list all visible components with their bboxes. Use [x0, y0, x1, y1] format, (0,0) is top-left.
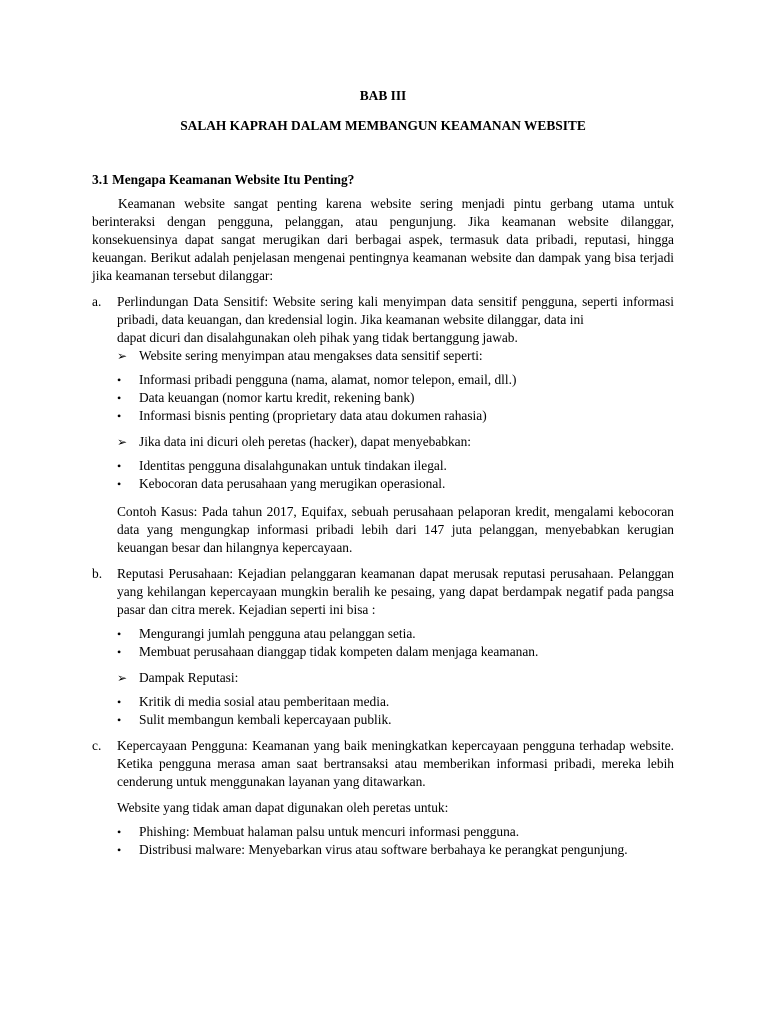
section-title: 3.1 Mengapa Keamanan Website Itu Penting? [92, 172, 355, 187]
arrow-icon: ➢ [117, 671, 128, 685]
bullet-icon: • [117, 459, 122, 473]
chapter-title: SALAH KAPRAH DALAM MEMBANGUN KEAMANAN WEBSITE [180, 118, 586, 133]
arrow-item-text: Dampak Reputasi: [139, 670, 239, 685]
bullet-icon: • [117, 843, 122, 857]
list-item: • Kritik di media sosial atau pemberitaan media. [117, 694, 390, 709]
arrow-item-text: Jika data ini dicuri oleh peretas (hacker), dapat menyebabkan: [139, 434, 472, 449]
item-a-text-continued: dapat dicuri dan disalahgunakan oleh pihak yang tidak bertanggung jawab. [117, 330, 518, 345]
arrow-item [117, 669, 674, 687]
bullet-icon: • [117, 477, 122, 491]
bullet-icon: • [117, 391, 122, 405]
item-a-text: Perlindungan Data Sensitif: Website sering kali menyimpan data sensitif pengguna, seperti informasi pribadi, data keuangan, dan kredensial login. Jika keamanan website dilanggar, data ini [117, 294, 674, 327]
list-marker: c. [92, 738, 102, 753]
bullet-list [117, 457, 674, 493]
arrow-icon: ➢ [117, 349, 128, 363]
chapter-heading: BAB III [359, 88, 407, 103]
case-example-paragraph: Contoh Kasus: Pada tahun 2017, Equifax, sebuah perusahaan pelaporan kredit, mengalami kebocoran data yang mengungkap informasi pribadi lebih dari 147 juta pelanggan, menyebabkan kerugian keuangan besar dan hilangnya kepercayaan. [117, 504, 674, 555]
bullet-icon: • [117, 373, 122, 387]
list-item: • Informasi bisnis penting (proprietary data atau dokumen rahasia) [117, 408, 487, 423]
item-b-text: Reputasi Perusahaan: Kejadian pelanggaran keamanan dapat merusak reputasi perusahaan. Pelanggan yang kehilangan kepercayaan mungkin beralih ke pesaing, yang dapat berdampak negatif pada pangsa pasar dan citra merek. Kejadian seperti ini bisa : [117, 566, 674, 617]
bullet-icon: • [117, 825, 122, 839]
list-item-a [92, 293, 674, 557]
list-item-b [92, 565, 674, 729]
list-item: • Identitas pengguna disalahgunakan untuk tindakan ilegal. [117, 458, 447, 473]
bullet-icon: • [117, 695, 122, 709]
bullet-list [117, 693, 674, 729]
arrow-item-text: Website sering menyimpan atau mengakses data sensitif seperti: [139, 348, 483, 363]
arrow-icon: ➢ [117, 435, 128, 449]
bullet-icon: • [117, 627, 122, 641]
list-item: • Sulit membangun kembali kepercayaan publik. [117, 712, 392, 727]
intro-paragraph: Keamanan website sangat penting karena website sering menjadi pintu gerbang utama untuk berinteraksi dengan pengguna, pelanggan, atau pengunjung. Jika keamanan website dilanggar, konsekuensinya dapat sangat merugikan dari berbagai aspek, termasuk data pribadi, reputasi, hingga keuangan. Berikut adalah penjelasan mengenai pentingnya keamanan website dan dampak yang bisa terjadi jika keamanan tersebut dilanggar: [92, 196, 674, 283]
list-marker: a. [92, 294, 102, 309]
list-item: • Phishing: Membuat halaman palsu untuk mencuri informasi pengguna. [117, 824, 520, 839]
bullet-icon: • [117, 409, 122, 423]
bullet-icon: • [117, 713, 122, 727]
bullet-list [117, 371, 674, 425]
arrow-item [117, 433, 674, 451]
list-item: • Informasi pribadi pengguna (nama, alamat, nomor telepon, email, dll.) [117, 372, 517, 387]
item-c-text: Kepercayaan Pengguna: Keamanan yang baik meningkatkan kepercayaan pengguna terhadap website. Ketika pengguna merasa aman saat bertransaksi atau memberikan informasi pribadi, mereka lebih cenderung untuk menggunakan layanan yang ditawarkan. [117, 738, 674, 789]
item-c-text-continued: Website yang tidak aman dapat digunakan oleh peretas untuk: [117, 800, 449, 815]
arrow-item [117, 347, 674, 365]
list-item: • Membuat perusahaan dianggap tidak kompeten dalam menjaga keamanan. [117, 644, 539, 659]
list-marker: b. [92, 566, 103, 581]
list-item: • Data keuangan (nomor kartu kredit, rekening bank) [117, 390, 415, 405]
bullet-list [117, 823, 674, 859]
bullet-icon: • [117, 645, 122, 659]
list-item: • Distribusi malware: Menyebarkan virus atau software berbahaya ke perangkat pengunjung. [117, 842, 628, 857]
list-item-c [92, 737, 674, 859]
list-item: • Kebocoran data perusahaan yang merugikan operasional. [117, 476, 446, 491]
bullet-list [117, 625, 674, 661]
list-item: • Mengurangi jumlah pengguna atau pelanggan setia. [117, 626, 416, 641]
